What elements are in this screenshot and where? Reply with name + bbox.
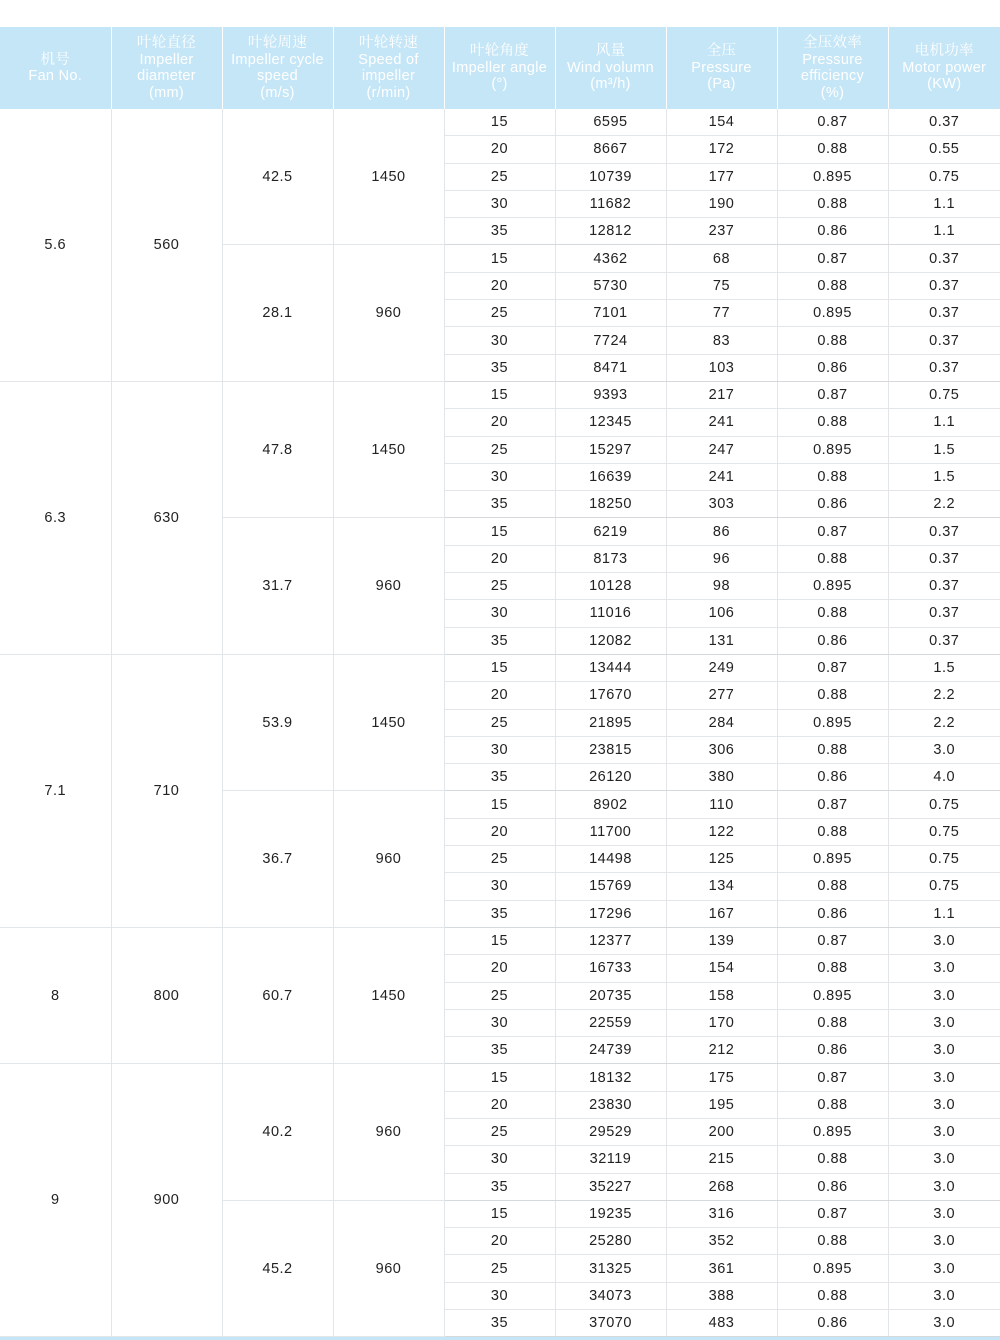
wind-volume-cell: 31325: [555, 1255, 666, 1282]
wind-volume-cell: 16733: [555, 955, 666, 982]
efficiency-cell: 0.895: [777, 436, 888, 463]
impeller-angle-cell: 30: [444, 463, 555, 490]
efficiency-cell: 0.88: [777, 955, 888, 982]
wind-volume-cell: 35227: [555, 1173, 666, 1200]
motor-power-cell: 3.0: [888, 1200, 1000, 1227]
efficiency-cell: 0.88: [777, 682, 888, 709]
cycle-speed-cell: 60.7: [222, 927, 333, 1063]
pressure-cell: 158: [666, 982, 777, 1009]
efficiency-cell: 0.87: [777, 245, 888, 272]
motor-power-cell: 1.1: [888, 190, 1000, 217]
header-unit: (Pa): [707, 76, 736, 93]
efficiency-cell: 0.86: [777, 900, 888, 927]
motor-power-cell: 0.37: [888, 109, 1000, 136]
pressure-cell: 483: [666, 1310, 777, 1337]
pressure-cell: 200: [666, 1118, 777, 1145]
pressure-cell: 77: [666, 300, 777, 327]
impeller-angle-cell: 35: [444, 491, 555, 518]
impeller-angle-cell: 25: [444, 982, 555, 1009]
motor-power-cell: 0.37: [888, 573, 1000, 600]
pressure-cell: 284: [666, 709, 777, 736]
wind-volume-cell: 15769: [555, 873, 666, 900]
motor-power-cell: 3.0: [888, 1255, 1000, 1282]
motor-power-cell: 0.75: [888, 873, 1000, 900]
motor-power-cell: 1.1: [888, 900, 1000, 927]
impeller-angle-cell: 30: [444, 736, 555, 763]
impeller-angle-cell: 15: [444, 927, 555, 954]
motor-power-cell: 1.5: [888, 463, 1000, 490]
wind-volume-cell: 11016: [555, 600, 666, 627]
efficiency-cell: 0.88: [777, 736, 888, 763]
wind-volume-cell: 7724: [555, 327, 666, 354]
efficiency-cell: 0.86: [777, 354, 888, 381]
header-row: [0, 27, 1000, 109]
efficiency-cell: 0.86: [777, 218, 888, 245]
wind-volume-cell: 16639: [555, 463, 666, 490]
motor-power-cell: 3.0: [888, 1009, 1000, 1036]
impeller-angle-cell: 20: [444, 1228, 555, 1255]
cycle-speed-cell: 28.1: [222, 245, 333, 381]
pressure-cell: 352: [666, 1228, 777, 1255]
cycle-speed-cell: 42.5: [222, 109, 333, 245]
header-zh: 叶轮直径: [136, 35, 197, 51]
impeller-angle-cell: 35: [444, 1310, 555, 1337]
table-row: [0, 1064, 1000, 1091]
wind-volume-cell: 6595: [555, 109, 666, 136]
efficiency-cell: 0.87: [777, 791, 888, 818]
pressure-cell: 175: [666, 1064, 777, 1091]
motor-power-cell: 3.0: [888, 1037, 1000, 1064]
header-pressure: [666, 27, 777, 109]
fan-no-cell: 9: [0, 1064, 111, 1337]
pressure-cell: 241: [666, 463, 777, 490]
motor-power-cell: 2.2: [888, 682, 1000, 709]
efficiency-cell: 0.895: [777, 1118, 888, 1145]
pressure-cell: 177: [666, 163, 777, 190]
pressure-cell: 217: [666, 381, 777, 408]
header-en: Impeller diameter: [137, 51, 196, 84]
header-impeller-cycle-speed: [222, 27, 333, 109]
impeller-angle-cell: 20: [444, 409, 555, 436]
header-zh: 风量: [595, 43, 626, 60]
pressure-cell: 237: [666, 218, 777, 245]
pressure-cell: 361: [666, 1255, 777, 1282]
header-zh: 全压效率: [802, 35, 863, 51]
wind-volume-cell: 8173: [555, 545, 666, 572]
impeller-angle-cell: 35: [444, 1173, 555, 1200]
table-body: [0, 109, 1000, 1337]
motor-power-cell: 1.1: [888, 218, 1000, 245]
efficiency-cell: 0.88: [777, 1146, 888, 1173]
impeller-speed-cell: 960: [333, 1200, 444, 1336]
table-row: [0, 109, 1000, 136]
impeller-angle-cell: 35: [444, 1037, 555, 1064]
impeller-speed-cell: 960: [333, 791, 444, 927]
pressure-cell: 212: [666, 1037, 777, 1064]
impeller-diameter-cell: 800: [111, 927, 222, 1063]
header-en: Fan No.: [28, 68, 83, 84]
header-en: Motor power: [902, 59, 987, 76]
motor-power-cell: 3.0: [888, 1064, 1000, 1091]
motor-power-cell: 1.1: [888, 409, 1000, 436]
motor-power-cell: 0.75: [888, 818, 1000, 845]
wind-volume-cell: 4362: [555, 245, 666, 272]
pressure-cell: 316: [666, 1200, 777, 1227]
wind-volume-cell: 29529: [555, 1118, 666, 1145]
efficiency-cell: 0.895: [777, 846, 888, 873]
header-motor-power: [888, 27, 1000, 109]
wind-volume-cell: 23830: [555, 1091, 666, 1118]
efficiency-cell: 0.87: [777, 927, 888, 954]
table-row: [0, 927, 1000, 954]
wind-volume-cell: 26120: [555, 764, 666, 791]
motor-power-cell: 0.37: [888, 272, 1000, 299]
wind-volume-cell: 12377: [555, 927, 666, 954]
motor-power-cell: 0.37: [888, 300, 1000, 327]
pressure-cell: 134: [666, 873, 777, 900]
impeller-speed-cell: 1450: [333, 109, 444, 245]
wind-volume-cell: 8902: [555, 791, 666, 818]
pressure-cell: 172: [666, 136, 777, 163]
motor-power-cell: 0.55: [888, 136, 1000, 163]
motor-power-cell: 3.0: [888, 955, 1000, 982]
pressure-cell: 122: [666, 818, 777, 845]
header-zh: 叶轮周速: [247, 35, 308, 51]
efficiency-cell: 0.895: [777, 300, 888, 327]
header-zh: 机号: [40, 51, 71, 68]
motor-power-cell: 2.2: [888, 491, 1000, 518]
motor-power-cell: 3.0: [888, 1228, 1000, 1255]
motor-power-cell: 0.75: [888, 163, 1000, 190]
efficiency-cell: 0.87: [777, 109, 888, 136]
motor-power-cell: 3.0: [888, 1282, 1000, 1309]
wind-volume-cell: 11682: [555, 190, 666, 217]
motor-power-cell: 1.5: [888, 654, 1000, 681]
header-impeller-angle: [444, 27, 555, 109]
impeller-diameter-cell: 630: [111, 381, 222, 654]
header-zh: 叶轮角度: [469, 43, 530, 60]
impeller-angle-cell: 25: [444, 300, 555, 327]
motor-power-cell: 0.37: [888, 245, 1000, 272]
motor-power-cell: 3.0: [888, 1118, 1000, 1145]
motor-power-cell: 3.0: [888, 982, 1000, 1009]
wind-volume-cell: 9393: [555, 381, 666, 408]
impeller-angle-cell: 35: [444, 354, 555, 381]
header-fan-no: [0, 27, 111, 109]
header-zh: 全压: [706, 43, 737, 60]
pressure-cell: 139: [666, 927, 777, 954]
pressure-cell: 215: [666, 1146, 777, 1173]
efficiency-cell: 0.88: [777, 600, 888, 627]
efficiency-cell: 0.88: [777, 409, 888, 436]
pressure-cell: 83: [666, 327, 777, 354]
efficiency-cell: 0.88: [777, 1091, 888, 1118]
pressure-cell: 249: [666, 654, 777, 681]
impeller-angle-cell: 20: [444, 1091, 555, 1118]
efficiency-cell: 0.86: [777, 1037, 888, 1064]
impeller-angle-cell: 25: [444, 163, 555, 190]
wind-volume-cell: 14498: [555, 846, 666, 873]
pressure-cell: 125: [666, 846, 777, 873]
motor-power-cell: 0.75: [888, 846, 1000, 873]
wind-volume-cell: 24739: [555, 1037, 666, 1064]
impeller-angle-cell: 30: [444, 1146, 555, 1173]
header-en: Wind volumn: [566, 59, 655, 76]
pressure-cell: 98: [666, 573, 777, 600]
efficiency-cell: 0.86: [777, 1310, 888, 1337]
header-wind-volume: [555, 27, 666, 109]
pressure-cell: 268: [666, 1173, 777, 1200]
motor-power-cell: 3.0: [888, 927, 1000, 954]
impeller-angle-cell: 30: [444, 1282, 555, 1309]
pressure-cell: 306: [666, 736, 777, 763]
impeller-angle-cell: 30: [444, 327, 555, 354]
wind-volume-cell: 15297: [555, 436, 666, 463]
impeller-diameter-cell: 900: [111, 1064, 222, 1337]
header-zh: 叶轮转速: [358, 35, 419, 51]
efficiency-cell: 0.88: [777, 818, 888, 845]
impeller-speed-cell: 1450: [333, 927, 444, 1063]
impeller-angle-cell: 25: [444, 573, 555, 600]
pressure-cell: 380: [666, 764, 777, 791]
table-row: [0, 654, 1000, 681]
fan-no-cell: 6.3: [0, 381, 111, 654]
impeller-angle-cell: 35: [444, 218, 555, 245]
motor-power-cell: 0.37: [888, 327, 1000, 354]
header-en: Pressure: [691, 59, 752, 76]
table-header: [0, 27, 1000, 109]
impeller-angle-cell: 30: [444, 1009, 555, 1036]
wind-volume-cell: 25280: [555, 1228, 666, 1255]
impeller-angle-cell: 25: [444, 1255, 555, 1282]
wind-volume-cell: 18250: [555, 491, 666, 518]
efficiency-cell: 0.895: [777, 982, 888, 1009]
wind-volume-cell: 34073: [555, 1282, 666, 1309]
impeller-angle-cell: 25: [444, 709, 555, 736]
efficiency-cell: 0.895: [777, 1255, 888, 1282]
wind-volume-cell: 21895: [555, 709, 666, 736]
cycle-speed-cell: 53.9: [222, 654, 333, 790]
pressure-cell: 247: [666, 436, 777, 463]
impeller-diameter-cell: 560: [111, 109, 222, 381]
pressure-cell: 154: [666, 955, 777, 982]
impeller-angle-cell: 30: [444, 600, 555, 627]
efficiency-cell: 0.86: [777, 764, 888, 791]
impeller-angle-cell: 30: [444, 190, 555, 217]
wind-volume-cell: 17670: [555, 682, 666, 709]
pressure-cell: 154: [666, 109, 777, 136]
efficiency-cell: 0.88: [777, 1009, 888, 1036]
impeller-angle-cell: 25: [444, 436, 555, 463]
impeller-angle-cell: 30: [444, 873, 555, 900]
cycle-speed-cell: 47.8: [222, 381, 333, 517]
header-impeller-diameter: [111, 27, 222, 109]
wind-volume-cell: 37070: [555, 1310, 666, 1337]
impeller-speed-cell: 1450: [333, 654, 444, 790]
pressure-cell: 277: [666, 682, 777, 709]
wind-volume-cell: 11700: [555, 818, 666, 845]
cycle-speed-cell: 40.2: [222, 1064, 333, 1200]
pressure-cell: 303: [666, 491, 777, 518]
motor-power-cell: 2.2: [888, 709, 1000, 736]
efficiency-cell: 0.87: [777, 1064, 888, 1091]
cycle-speed-cell: 36.7: [222, 791, 333, 927]
wind-volume-cell: 10128: [555, 573, 666, 600]
efficiency-cell: 0.895: [777, 709, 888, 736]
motor-power-cell: 0.37: [888, 518, 1000, 545]
motor-power-cell: 0.37: [888, 354, 1000, 381]
efficiency-cell: 0.88: [777, 545, 888, 572]
impeller-angle-cell: 35: [444, 900, 555, 927]
fan-no-cell: 5.6: [0, 109, 111, 381]
table-row: [0, 381, 1000, 408]
impeller-angle-cell: 15: [444, 518, 555, 545]
motor-power-cell: 0.37: [888, 600, 1000, 627]
pressure-cell: 110: [666, 791, 777, 818]
impeller-speed-cell: 1450: [333, 381, 444, 517]
efficiency-cell: 0.88: [777, 136, 888, 163]
pressure-cell: 167: [666, 900, 777, 927]
header-unit: (m/s): [260, 84, 295, 101]
pressure-cell: 388: [666, 1282, 777, 1309]
impeller-angle-cell: 15: [444, 1200, 555, 1227]
fan-performance-table: [0, 27, 1000, 1337]
impeller-angle-cell: 15: [444, 654, 555, 681]
impeller-angle-cell: 35: [444, 627, 555, 654]
wind-volume-cell: 17296: [555, 900, 666, 927]
pressure-cell: 75: [666, 272, 777, 299]
header-pressure-efficiency: [777, 27, 888, 109]
motor-power-cell: 0.75: [888, 381, 1000, 408]
fan-no-cell: 8: [0, 927, 111, 1063]
impeller-angle-cell: 20: [444, 818, 555, 845]
impeller-speed-cell: 960: [333, 245, 444, 381]
header-unit: (r/min): [366, 84, 411, 101]
impeller-speed-cell: 960: [333, 518, 444, 654]
wind-volume-cell: 20735: [555, 982, 666, 1009]
header-speed-of-impeller: [333, 27, 444, 109]
wind-volume-cell: 6219: [555, 518, 666, 545]
pressure-cell: 68: [666, 245, 777, 272]
header-unit: (mm): [148, 84, 184, 101]
motor-power-cell: 3.0: [888, 1173, 1000, 1200]
pressure-cell: 86: [666, 518, 777, 545]
impeller-angle-cell: 25: [444, 846, 555, 873]
header-unit: (°): [491, 76, 508, 93]
wind-volume-cell: 7101: [555, 300, 666, 327]
wind-volume-cell: 12812: [555, 218, 666, 245]
pressure-cell: 241: [666, 409, 777, 436]
cycle-speed-cell: 31.7: [222, 518, 333, 654]
efficiency-cell: 0.895: [777, 163, 888, 190]
motor-power-cell: 0.37: [888, 545, 1000, 572]
wind-volume-cell: 19235: [555, 1200, 666, 1227]
efficiency-cell: 0.88: [777, 190, 888, 217]
header-en: Speed of impeller: [358, 51, 419, 84]
efficiency-cell: 0.87: [777, 1200, 888, 1227]
impeller-angle-cell: 20: [444, 955, 555, 982]
impeller-angle-cell: 15: [444, 1064, 555, 1091]
impeller-angle-cell: 20: [444, 136, 555, 163]
pressure-cell: 170: [666, 1009, 777, 1036]
efficiency-cell: 0.88: [777, 873, 888, 900]
impeller-angle-cell: 20: [444, 682, 555, 709]
efficiency-cell: 0.88: [777, 1282, 888, 1309]
pressure-cell: 103: [666, 354, 777, 381]
pressure-cell: 96: [666, 545, 777, 572]
efficiency-cell: 0.86: [777, 1173, 888, 1200]
wind-volume-cell: 10739: [555, 163, 666, 190]
motor-power-cell: 0.75: [888, 791, 1000, 818]
wind-volume-cell: 8471: [555, 354, 666, 381]
header-unit: (KW): [927, 76, 962, 93]
efficiency-cell: 0.87: [777, 381, 888, 408]
wind-volume-cell: 5730: [555, 272, 666, 299]
motor-power-cell: 0.37: [888, 627, 1000, 654]
impeller-angle-cell: 15: [444, 791, 555, 818]
wind-volume-cell: 12082: [555, 627, 666, 654]
wind-volume-cell: 32119: [555, 1146, 666, 1173]
efficiency-cell: 0.86: [777, 627, 888, 654]
motor-power-cell: 4.0: [888, 764, 1000, 791]
efficiency-cell: 0.88: [777, 327, 888, 354]
wind-volume-cell: 12345: [555, 409, 666, 436]
pressure-cell: 106: [666, 600, 777, 627]
efficiency-cell: 0.88: [777, 1228, 888, 1255]
pressure-cell: 131: [666, 627, 777, 654]
impeller-angle-cell: 25: [444, 1118, 555, 1145]
motor-power-cell: 3.0: [888, 736, 1000, 763]
impeller-angle-cell: 20: [444, 545, 555, 572]
efficiency-cell: 0.88: [777, 272, 888, 299]
pressure-cell: 195: [666, 1091, 777, 1118]
impeller-diameter-cell: 710: [111, 654, 222, 927]
efficiency-cell: 0.87: [777, 654, 888, 681]
impeller-angle-cell: 15: [444, 109, 555, 136]
header-unit: (m³/h): [590, 76, 631, 93]
wind-volume-cell: 13444: [555, 654, 666, 681]
wind-volume-cell: 8667: [555, 136, 666, 163]
motor-power-cell: 3.0: [888, 1310, 1000, 1337]
header-unit: (%): [820, 84, 845, 101]
impeller-angle-cell: 20: [444, 272, 555, 299]
wind-volume-cell: 22559: [555, 1009, 666, 1036]
fan-no-cell: 7.1: [0, 654, 111, 927]
pressure-cell: 190: [666, 190, 777, 217]
impeller-angle-cell: 15: [444, 245, 555, 272]
header-zh: 电机功率: [914, 43, 974, 60]
efficiency-cell: 0.86: [777, 491, 888, 518]
impeller-angle-cell: 35: [444, 764, 555, 791]
impeller-speed-cell: 960: [333, 1064, 444, 1200]
efficiency-cell: 0.88: [777, 463, 888, 490]
header-en: Pressure efficiency: [800, 51, 865, 84]
impeller-angle-cell: 15: [444, 381, 555, 408]
motor-power-cell: 1.5: [888, 436, 1000, 463]
efficiency-cell: 0.87: [777, 518, 888, 545]
wind-volume-cell: 23815: [555, 736, 666, 763]
efficiency-cell: 0.895: [777, 573, 888, 600]
cycle-speed-cell: 45.2: [222, 1200, 333, 1336]
wind-volume-cell: 18132: [555, 1064, 666, 1091]
header-en: Impeller angle: [451, 59, 548, 76]
motor-power-cell: 3.0: [888, 1091, 1000, 1118]
header-en: Impeller cycle speed: [231, 51, 324, 84]
motor-power-cell: 3.0: [888, 1146, 1000, 1173]
